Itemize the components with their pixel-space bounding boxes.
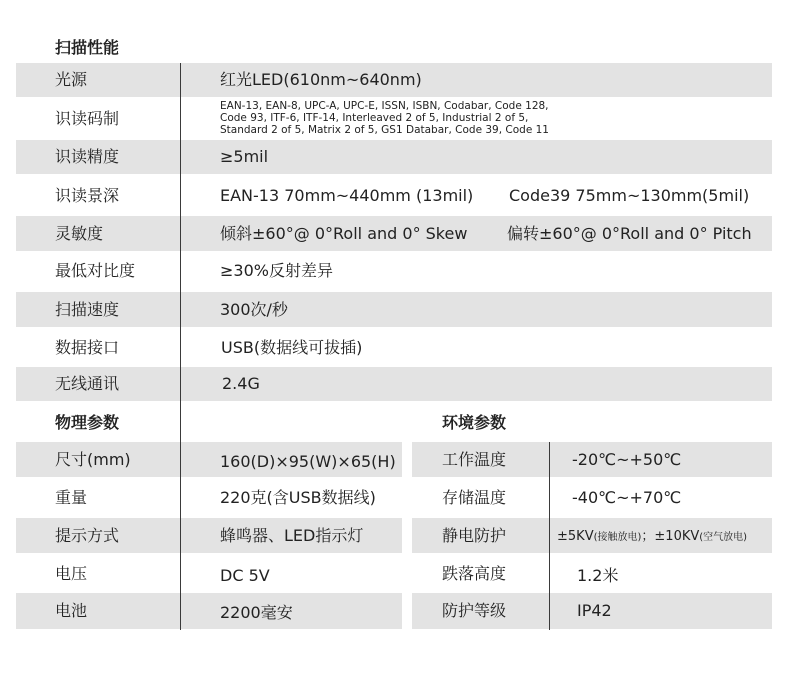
esd-air-kv: ；±10KV [641, 529, 700, 544]
row-value: 160(D)×95(W)×65(H) [220, 452, 396, 471]
row-value: ≥5mil [220, 147, 269, 166]
row-value: 2.4G [222, 374, 260, 393]
row-value: IP42 [577, 601, 612, 620]
scan-section-title: 扫描性能 [55, 38, 120, 57]
column-divider [549, 442, 550, 630]
esd-contact-note: (接触放电) [593, 532, 642, 543]
symbology-line: Standard 2 of 5, Matrix 2 of 5, GS1 Databar, Code 39, Code 11 [220, 124, 549, 136]
symbology-line: Code 93, ITF-6, ITF-14, Interleaved 2 of 5, Industrial 2 of 5, [220, 112, 529, 124]
row-value: ≥30%反射差异 [220, 261, 333, 280]
row-value: EAN-13 70mm~440mm (13mil) [220, 186, 474, 205]
row-value: 蜂鸣器、LED指示灯 [220, 526, 364, 545]
row-label: 提示方式 [55, 526, 120, 545]
row-value: -20℃~+50℃ [572, 450, 682, 469]
row-label: 防护等级 [442, 601, 507, 620]
row-label: 静电防护 [442, 526, 507, 545]
row-band [16, 367, 772, 401]
row-label: 重量 [55, 488, 88, 507]
physical-section-title: 物理参数 [55, 413, 120, 432]
row-label: 灵敏度 [55, 224, 104, 243]
row-value: 2200毫安 [220, 603, 293, 622]
row-label: 识读景深 [55, 186, 120, 205]
row-label: 无线通讯 [55, 374, 120, 393]
esd-contact-kv: ±5KV [557, 529, 594, 544]
row-value-secondary: 偏转±60°@ 0°Roll and 0° Pitch [507, 224, 752, 243]
esd-air-note: (空气放电) [699, 532, 748, 543]
row-label: 最低对比度 [55, 261, 136, 280]
row-value: DC 5V [220, 566, 270, 585]
environment-section-title: 环境参数 [442, 413, 507, 432]
symbology-line: EAN-13, EAN-8, UPC-A, UPC-E, ISSN, ISBN, Codabar, Code 128, [220, 100, 549, 112]
row-label: 尺寸(mm) [55, 450, 131, 469]
row-label: 扫描速度 [55, 300, 120, 319]
row-label: 识读码制 [55, 109, 120, 128]
row-label: 光源 [55, 70, 88, 89]
row-band [16, 292, 772, 327]
column-divider [180, 63, 181, 630]
row-label: 电压 [55, 564, 88, 583]
row-label: 数据接口 [55, 338, 120, 357]
row-label: 识读精度 [55, 147, 120, 166]
row-label: 跌落高度 [442, 564, 507, 583]
row-value: 300次/秒 [220, 300, 288, 319]
row-band [16, 140, 772, 174]
row-label: 存储温度 [442, 488, 507, 507]
row-value: -40℃~+70℃ [572, 488, 682, 507]
esd-value [557, 528, 747, 547]
row-value: 220克(含USB数据线) [220, 488, 376, 507]
row-value: 1.2米 [577, 566, 619, 585]
row-value: 红光LED(610nm~640nm) [220, 70, 422, 89]
row-value: 倾斜±60°@ 0°Roll and 0° Skew [220, 224, 468, 243]
row-value-secondary: Code39 75mm~130mm(5mil) [509, 186, 750, 205]
row-value: USB(数据线可拔插) [221, 338, 363, 357]
row-label: 工作温度 [442, 450, 507, 469]
row-label: 电池 [55, 601, 88, 620]
